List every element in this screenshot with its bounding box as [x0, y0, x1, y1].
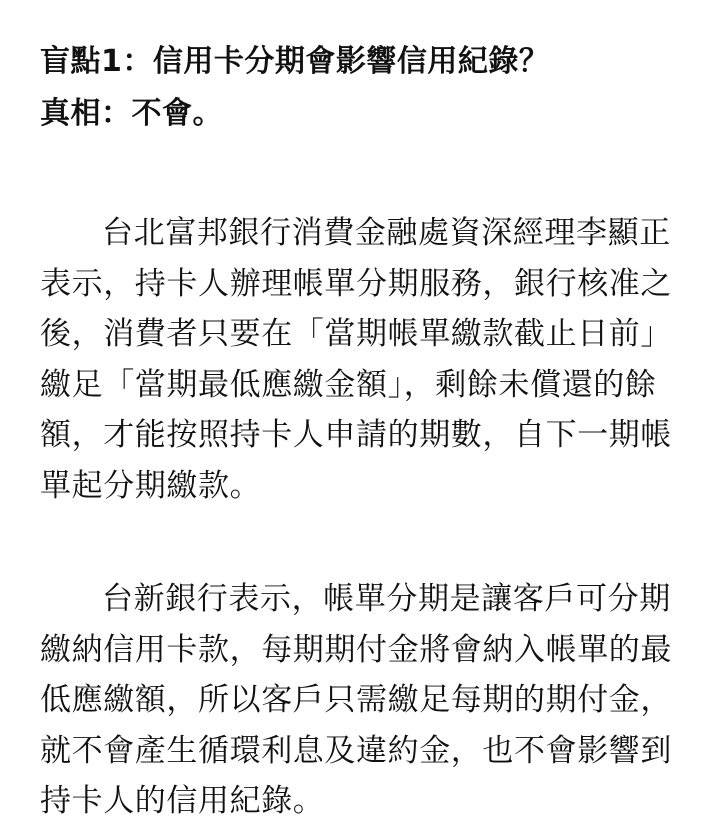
heading-myth: 盲點1：信用卡分期會影響信用紀錄？ — [40, 44, 550, 79]
heading-truth: 真相：不會。 — [40, 96, 223, 131]
paragraph-taishin: 台新銀行表示，帳單分期是讓客戶可分期繳納信用卡款，每期期付金將會納入帳單的最低應繳額，所以客戶只需繳足每期的期付金，就不會產生循環利息及違約金，也不會影響到持卡人的信用紀錄。 — [40, 581, 672, 819]
article — [40, 36, 690, 827]
paragraph-taipei-fubon: 台北富邦銀行消費金融處資深經理李顯正表示，持卡人辦理帳單分期服務，銀行核准之後，消費者只要在「當期帳單繳款截止日前」繳足「當期最低應繳金額」，剩餘未償還的餘額，才能按照持卡人申請的期數，自下一期帳單起分期繳款。 — [40, 215, 672, 504]
